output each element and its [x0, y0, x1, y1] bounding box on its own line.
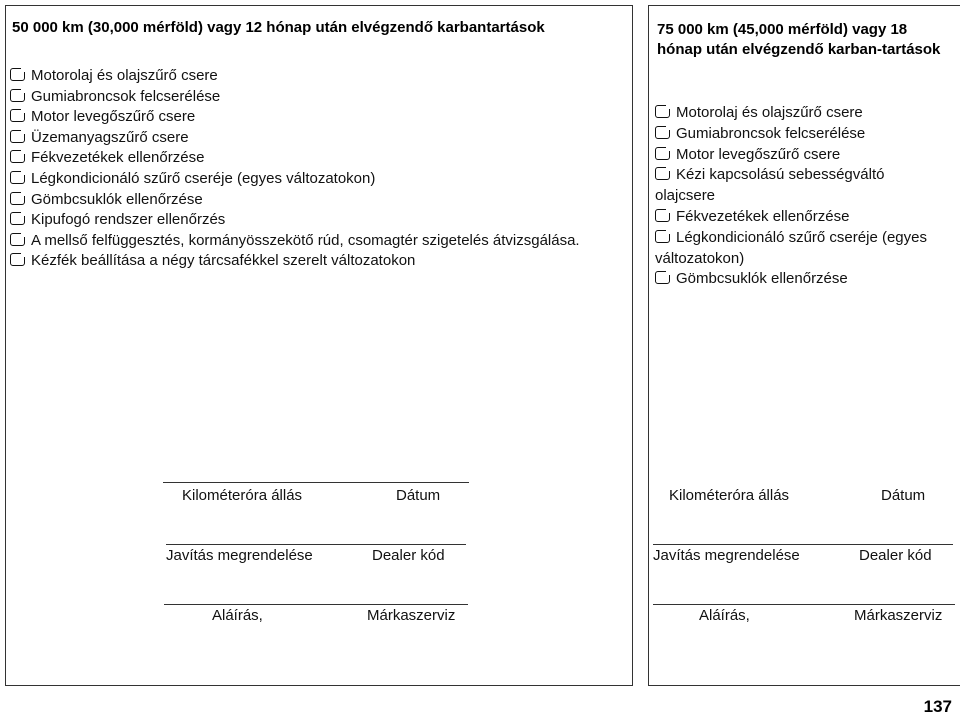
signature-line — [164, 604, 468, 605]
checklist-item[interactable] — [655, 165, 945, 207]
right-panel-title: 75 000 km (45,000 mérföld) vagy 18 hónap után elvégzendő karban-tartások — [657, 21, 941, 58]
brand-service-label: Márkaszerviz — [367, 607, 456, 624]
checklist-item-label: Motor levegőszűrő csere — [31, 108, 196, 126]
checklist-item[interactable] — [655, 103, 945, 124]
checklist-item[interactable] — [10, 231, 620, 252]
signature-line — [163, 482, 469, 483]
checklist-item-label: Gumiabroncsok felcserélése — [676, 124, 866, 142]
checklist-item[interactable] — [10, 107, 620, 128]
checklist-item-label: Fékvezetékek ellenőrzése — [31, 149, 205, 167]
right-checklist — [655, 103, 945, 290]
checklist-item[interactable] — [10, 251, 620, 272]
checkbox-icon[interactable] — [10, 212, 25, 225]
checklist-item[interactable] — [10, 190, 620, 211]
checklist-item-label: Gömbcsuklók ellenőrzése — [31, 190, 203, 208]
checklist-item[interactable] — [10, 148, 620, 169]
checklist-item-label: Gumiabroncsok felcserélése — [31, 87, 221, 105]
right-maintenance-panel — [648, 5, 960, 686]
repair-order-label: Javítás megrendelése — [653, 547, 800, 564]
signature-line — [166, 544, 466, 545]
checklist-item-label: Motorolaj és olajszűrő csere — [31, 67, 218, 84]
checkbox-icon[interactable] — [10, 253, 25, 266]
signature-line — [653, 544, 953, 545]
odometer-label: Kilométeróra állás — [182, 487, 303, 504]
checklist-item-label: Gömbcsuklók ellenőrzése — [676, 270, 848, 288]
checkbox-icon[interactable] — [10, 171, 25, 184]
date-label: Dátum — [881, 487, 926, 504]
checklist-item-label: Légkondicionáló szűrő cseréje (egyes változatokon) — [655, 228, 927, 267]
checklist-item[interactable] — [10, 87, 620, 108]
checklist-item-label: Motor levegőszűrő csere — [676, 145, 841, 163]
checklist-item[interactable] — [10, 128, 620, 149]
repair-order-label: Javítás megrendelése — [166, 547, 313, 564]
checklist-item-label: Üzemanyagszűrő csere — [31, 128, 189, 146]
checkbox-icon[interactable] — [655, 167, 670, 180]
checkbox-icon[interactable] — [10, 109, 25, 122]
checkbox-icon[interactable] — [10, 192, 25, 205]
checkbox-icon[interactable] — [10, 89, 25, 102]
checklist-item-label: Kézi kapcsolású sebességváltó olajcsere — [655, 166, 885, 205]
brand-service-label: Márkaszerviz — [854, 607, 943, 624]
checklist-item[interactable] — [10, 66, 620, 87]
checkbox-icon[interactable] — [10, 150, 25, 163]
checkbox-icon[interactable] — [655, 126, 670, 139]
checklist-item-label: Kipufogó rendszer ellenőrzés — [31, 211, 226, 229]
left-panel-title: 50 000 km (30,000 mérföld) vagy 12 hónap után elvégzendő karbantartások — [12, 19, 545, 36]
signature-label: Aláírás, — [699, 607, 750, 624]
checklist-item[interactable] — [10, 210, 620, 231]
page-number: 137 — [923, 697, 952, 716]
checkbox-icon[interactable] — [655, 230, 670, 243]
checkbox-icon[interactable] — [655, 147, 670, 160]
checklist-item-label: Motorolaj és olajszűrő csere — [676, 104, 863, 121]
checkbox-icon[interactable] — [10, 233, 25, 246]
checklist-item[interactable] — [655, 269, 945, 290]
checklist-item[interactable] — [655, 207, 945, 228]
signature-label: Aláírás, — [212, 607, 263, 624]
checkbox-icon[interactable] — [655, 271, 670, 284]
date-label: Dátum — [396, 487, 441, 504]
dealer-code-label: Dealer kód — [372, 547, 445, 564]
left-maintenance-panel — [5, 5, 633, 686]
checklist-item[interactable] — [655, 145, 945, 166]
checklist-item-label: A mellső felfüggesztés, kormányösszekötő rúd, csomagtér szigetelés átvizsgálása. — [31, 231, 580, 249]
checkbox-icon[interactable] — [655, 209, 670, 222]
checkbox-icon[interactable] — [655, 105, 670, 118]
checklist-item-label: Légkondicionáló szűrő cseréje (egyes változatokon) — [31, 169, 376, 187]
odometer-label: Kilométeróra állás — [669, 487, 790, 504]
signature-line — [653, 604, 955, 605]
checklist-item-label: Fékvezetékek ellenőrzése — [676, 207, 850, 225]
left-checklist — [10, 66, 620, 272]
checklist-item[interactable] — [655, 228, 945, 270]
checklist-item[interactable] — [655, 124, 945, 145]
checkbox-icon[interactable] — [10, 130, 25, 143]
checklist-item-label: Kézfék beállítása a négy tárcsafékkel szerelt változatokon — [31, 252, 416, 270]
checkbox-icon[interactable] — [10, 68, 25, 81]
dealer-code-label: Dealer kód — [859, 547, 932, 564]
checklist-item[interactable] — [10, 169, 620, 190]
